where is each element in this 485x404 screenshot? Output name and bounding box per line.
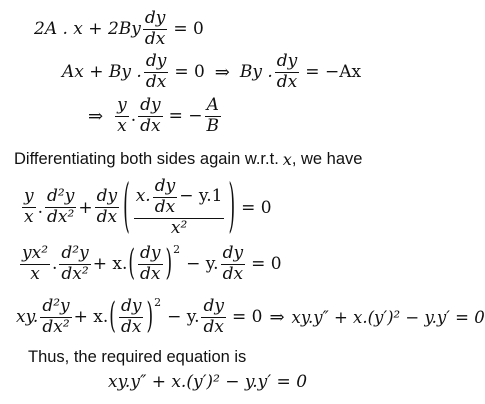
eq6-fraction-dy-dx: $\frac{dy}{dx}$ [120, 296, 142, 337]
eq1-lhs: 2A . x + 2By [34, 19, 141, 40]
eq1-rhs: = 0 [173, 19, 204, 40]
eq2-mid: = 0 [174, 62, 205, 83]
equation-line-2 [62, 53, 361, 92]
left-paren: ( [109, 296, 116, 339]
eq5-fraction-dy-dx-2: $\frac{dy}{dx}$ [222, 243, 244, 284]
eq2-by: By . [239, 62, 273, 83]
eq5-fraction-dy-dx: $\frac{dy}{dx}$ [140, 243, 161, 284]
final-equation: xy.y″ + x.(y′)² − y.y′ = 0 [108, 372, 308, 392]
eq2-lhs: Ax + By . [62, 62, 142, 83]
left-paren: ( [128, 243, 136, 286]
eq6-lhs: xy. [16, 307, 39, 328]
eq4-fraction-y-x: $\frac{y}{x}$ [24, 186, 34, 228]
eq5-fraction-d2y-dx2: $\frac{\text{d²y}}{\text{dx²}}$ [61, 243, 89, 284]
eq2-fraction-dy-dx-2: $\frac{dy}{dx}$ [276, 51, 298, 92]
equation-line-6: xy. $\frac{\text{d²y}}{\text{dx²}}$ + x. ( $\frac{dy}{dx}$ ) $^2$ − y. $\frac{dy}{dx}$ = 0 ⇒ xy.y″ + x.(y′)² − y.y′ = 0 [16, 296, 485, 339]
eq3-fraction-a-b: $\frac{A}{B}$ [206, 95, 220, 136]
implies-arrow: ⇒ [214, 61, 230, 83]
equation-line-5: $\frac{\text{yx²}}{x}$ . $\frac{\text{d²y}}{\text{dx²}}$ + x. ( $\frac{dy}{dx}$ ) $^2$ − y. $\frac{dy}{dx}$ = 0 [22, 243, 282, 286]
eq5-plus-x: + x. [92, 254, 128, 275]
right-paren: ) [228, 173, 236, 242]
implies-arrow: ⇒ [88, 105, 104, 127]
equation-line-4: $\frac{y}{x}$ . $\frac{\text{d²y}}{\text{dx²}}$ + $\frac{dy}{dx}$ ( x. $\frac{dy}{dx}$ − y.1 x² ) = 0 [24, 173, 272, 242]
right-paren: ) [146, 296, 154, 339]
eq3-fraction-dy-dx: $\frac{dy}{dx}$ [140, 95, 161, 136]
eq3-fraction-y-x: $\frac{y}{x}$ [117, 95, 127, 136]
eq6-eq0: = 0 [231, 307, 263, 328]
eq4-big-fraction: x. $\frac{dy}{dx}$ − y.1 x² [135, 176, 223, 238]
eq2-rhs: = −Ax [305, 62, 362, 83]
eq5-minus-y: − y. [186, 254, 219, 275]
eq4-fraction-dy-dx: $\frac{dy}{dx}$ [96, 186, 118, 228]
eq2-fraction-dy-dx: $\frac{dy}{dx}$ [145, 51, 167, 92]
eq4-inner-dy-dx: $\frac{dy}{dx}$ [154, 176, 176, 217]
left-paren: ( [123, 173, 130, 242]
right-paren: ) [165, 243, 173, 286]
eq1-fraction-dy-dx: $\frac{dy}{dx}$ [144, 8, 166, 49]
equation-line-3: ⇒ $\frac{y}{x}$ . $\frac{dy}{dx}$ = − $\frac{A}{B}$ [88, 95, 220, 136]
text-thus: Thus, the required equation is [28, 348, 247, 366]
eq5-fraction-yx2-x: $\frac{\text{yx²}}{x}$ [22, 243, 49, 284]
implies-arrow: ⇒ [269, 306, 285, 328]
eq6-fraction-d2y-dx2: $\frac{\text{d²y}}{\text{dx²}}$ [42, 296, 70, 337]
eq6-plus-x: + x. [73, 307, 109, 328]
eq5-rhs: = 0 [251, 254, 282, 275]
eq3-rhs: = − [168, 106, 203, 127]
eq6-result: xy.y″ + x.(y′)² − y.y′ = 0 [291, 307, 485, 327]
eq4-fraction-d2y-dx2: $\frac{\text{d²y}}{\text{dx²}}$ [47, 186, 75, 228]
text-differentiating: Differentiating both sides again w.r.t. x , we have [14, 150, 363, 169]
eq6-minus-y: − y. [167, 307, 200, 328]
eq4-rhs: = 0 [241, 197, 272, 218]
eq6-fraction-dy-dx-2: $\frac{dy}{dx}$ [203, 296, 224, 337]
equation-line-1 [34, 10, 204, 49]
